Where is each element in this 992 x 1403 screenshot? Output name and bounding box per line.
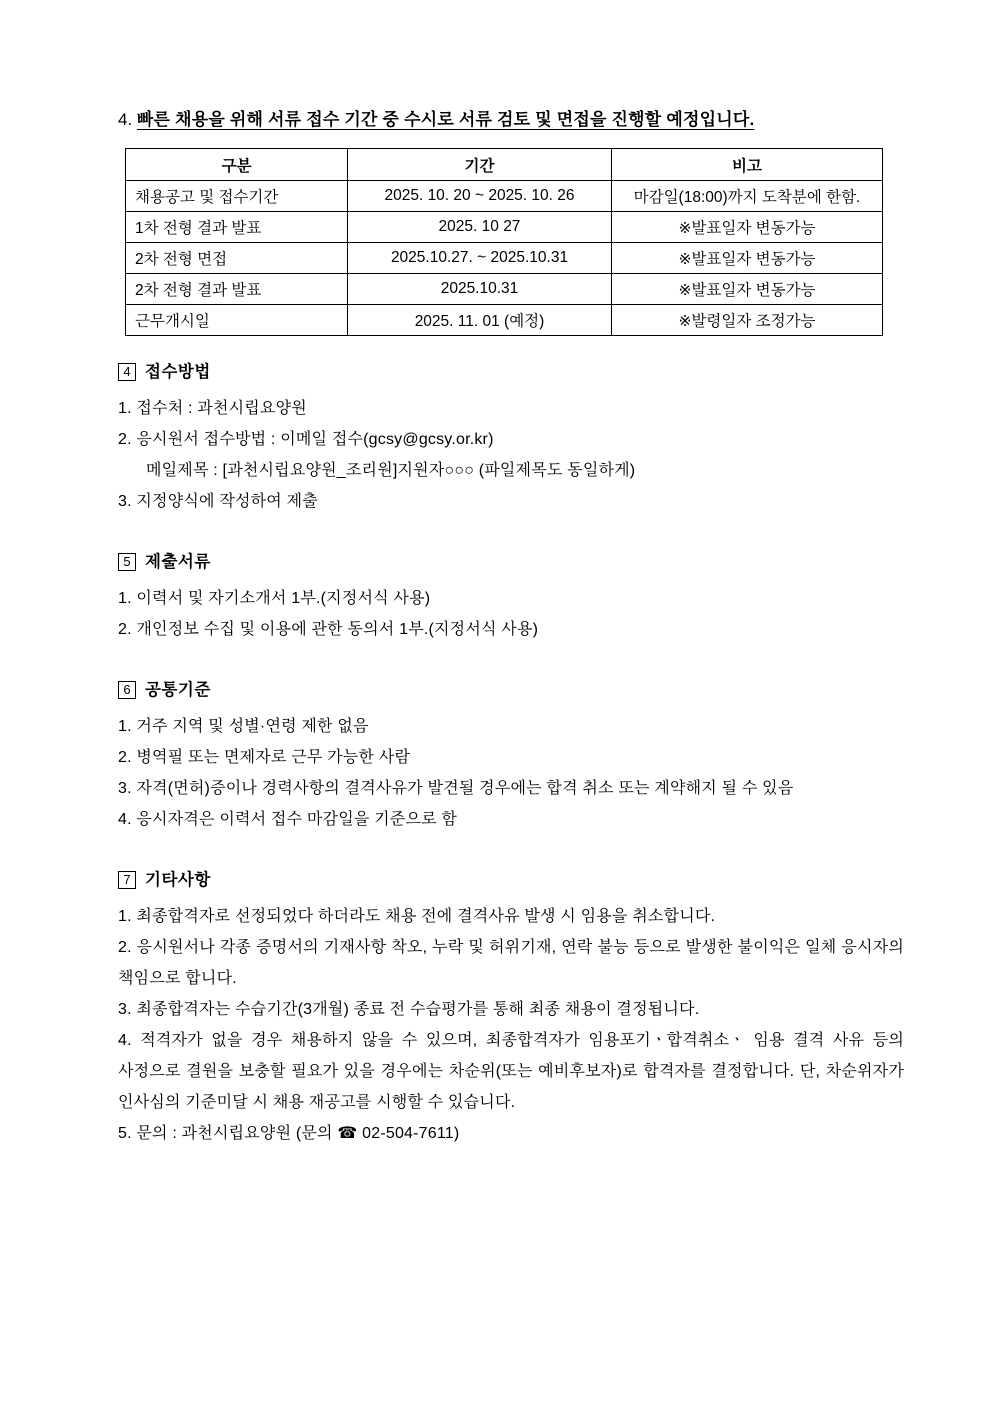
section-header	[118, 678, 904, 702]
table-cell-period: 2025.10.31	[348, 274, 612, 305]
notice-heading	[118, 108, 904, 132]
section-number-box: 7	[118, 871, 136, 889]
table-cell-remarks: ※발표일자 변동가능	[612, 274, 883, 305]
table-cell-remarks: ※발표일자 변동가능	[612, 243, 883, 274]
list-item: 2. 병역필 또는 면제자로 근무 가능한 사람	[118, 749, 411, 766]
section-title: 기타사항	[145, 871, 211, 889]
list-item: 3. 지정양식에 작성하여 제출	[118, 493, 318, 510]
list-item: 2. 응시원서 접수방법 : 이메일 접수(gcsy@gcsy.or.kr)	[118, 431, 494, 448]
section-number-box: 5	[118, 553, 136, 571]
table-cell-category: 2차 전형 면접	[126, 243, 348, 274]
section-application-method	[118, 360, 904, 517]
list-item: 2. 응시원서나 각종 증명서의 기재사항 착오, 누락 및 허위기재, 연락 불능 등으로 발생한 불이익은 일체 응시자의 책임으로 합니다.	[118, 939, 904, 987]
table-cell-remarks: ※발표일자 변동가능	[612, 212, 883, 243]
list-item: 1. 거주 지역 및 성별·연령 제한 없음	[118, 718, 369, 735]
table-cell-period: 2025. 11. 01 (예정)	[348, 305, 612, 336]
list-item: 3. 자격(면허)증이나 경력사항의 결격사유가 발견될 경우에는 합격 취소 또는 계약해지 될 수 있음	[118, 780, 794, 797]
section-title: 접수방법	[145, 363, 211, 381]
table-cell-category: 근무개시일	[126, 305, 348, 336]
section-title: 제출서류	[145, 553, 211, 571]
table-header-row	[126, 149, 883, 181]
section-title: 공통기준	[145, 681, 211, 699]
list-item: 4. 응시자격은 이력서 접수 마감일을 기준으로 함	[118, 811, 458, 828]
table-cell-remarks: ※발령일자 조정가능	[612, 305, 883, 336]
list-item: 4. 적격자가 없을 경우 채용하지 않을 수 있으며, 최종합격자가 임용포기ㆍ합격취소ㆍ 임용 결격 사유 등의 사정으로 결원을 보충할 필요가 있을 경우에는 차순위(또는 예비후보자)로 합격자를 결정합니다. 단, 차순위자가 인사심의 기준미달 시 채용 재공고를 시행할 수 있습니다.	[118, 1032, 904, 1111]
heading-number: 4.	[118, 110, 133, 129]
section-header	[118, 868, 904, 892]
table-cell-period: 2025.10.27. ~ 2025.10.31	[348, 243, 612, 274]
table-cell-remarks: 마감일(18:00)까지 도착분에 한함.	[612, 181, 883, 212]
list-item: 1. 접수처 : 과천시립요양원	[118, 400, 307, 417]
table-cell-category: 채용공고 및 접수기간	[126, 181, 348, 212]
section-header	[118, 550, 904, 574]
table-row	[126, 212, 883, 243]
section-required-documents	[118, 550, 904, 645]
table-cell-category: 2차 전형 결과 발표	[126, 274, 348, 305]
list-item: 1. 최종합격자로 선정되었다 하더라도 채용 전에 결격사유 발생 시 임용을 취소합니다.	[118, 908, 716, 925]
table-cell-period: 2025. 10 27	[348, 212, 612, 243]
table-row	[126, 243, 883, 274]
table-cell-category: 1차 전형 결과 발표	[126, 212, 348, 243]
table-row	[126, 274, 883, 305]
section-other-matters	[118, 868, 904, 1149]
table-row	[126, 305, 883, 336]
section-common-criteria	[118, 678, 904, 835]
list-item-contact: 5. 문의 : 과천시립요양원 (문의 ☎ 02-504-7611)	[118, 1125, 460, 1142]
list-item: 2. 개인정보 수집 및 이용에 관한 동의서 1부.(지정서식 사용)	[118, 621, 539, 638]
table-header-remarks: 비고	[612, 149, 883, 181]
table-cell-period: 2025. 10. 20 ~ 2025. 10. 26	[348, 181, 612, 212]
list-item: 3. 최종합격자는 수습기간(3개월) 종료 전 수습평가를 통해 최종 채용이 결정됩니다.	[118, 1001, 700, 1018]
list-item: 1. 이력서 및 자기소개서 1부.(지정서식 사용)	[118, 590, 431, 607]
table-row	[126, 181, 883, 212]
section-number-box: 4	[118, 363, 136, 381]
list-item-continuation: 메일제목 : [과천시립요양원_조리원]지원자○○○ (파일제목도 동일하게)	[146, 462, 636, 479]
heading-text: 빠른 채용을 위해 서류 접수 기간 중 수시로 서류 검토 및 면접을 진행할 예정입니다.	[136, 110, 755, 129]
schedule-table	[125, 148, 883, 336]
section-number-box: 6	[118, 681, 136, 699]
table-header-period: 기간	[348, 149, 612, 181]
table-header-category: 구분	[126, 149, 348, 181]
section-header	[118, 360, 904, 384]
